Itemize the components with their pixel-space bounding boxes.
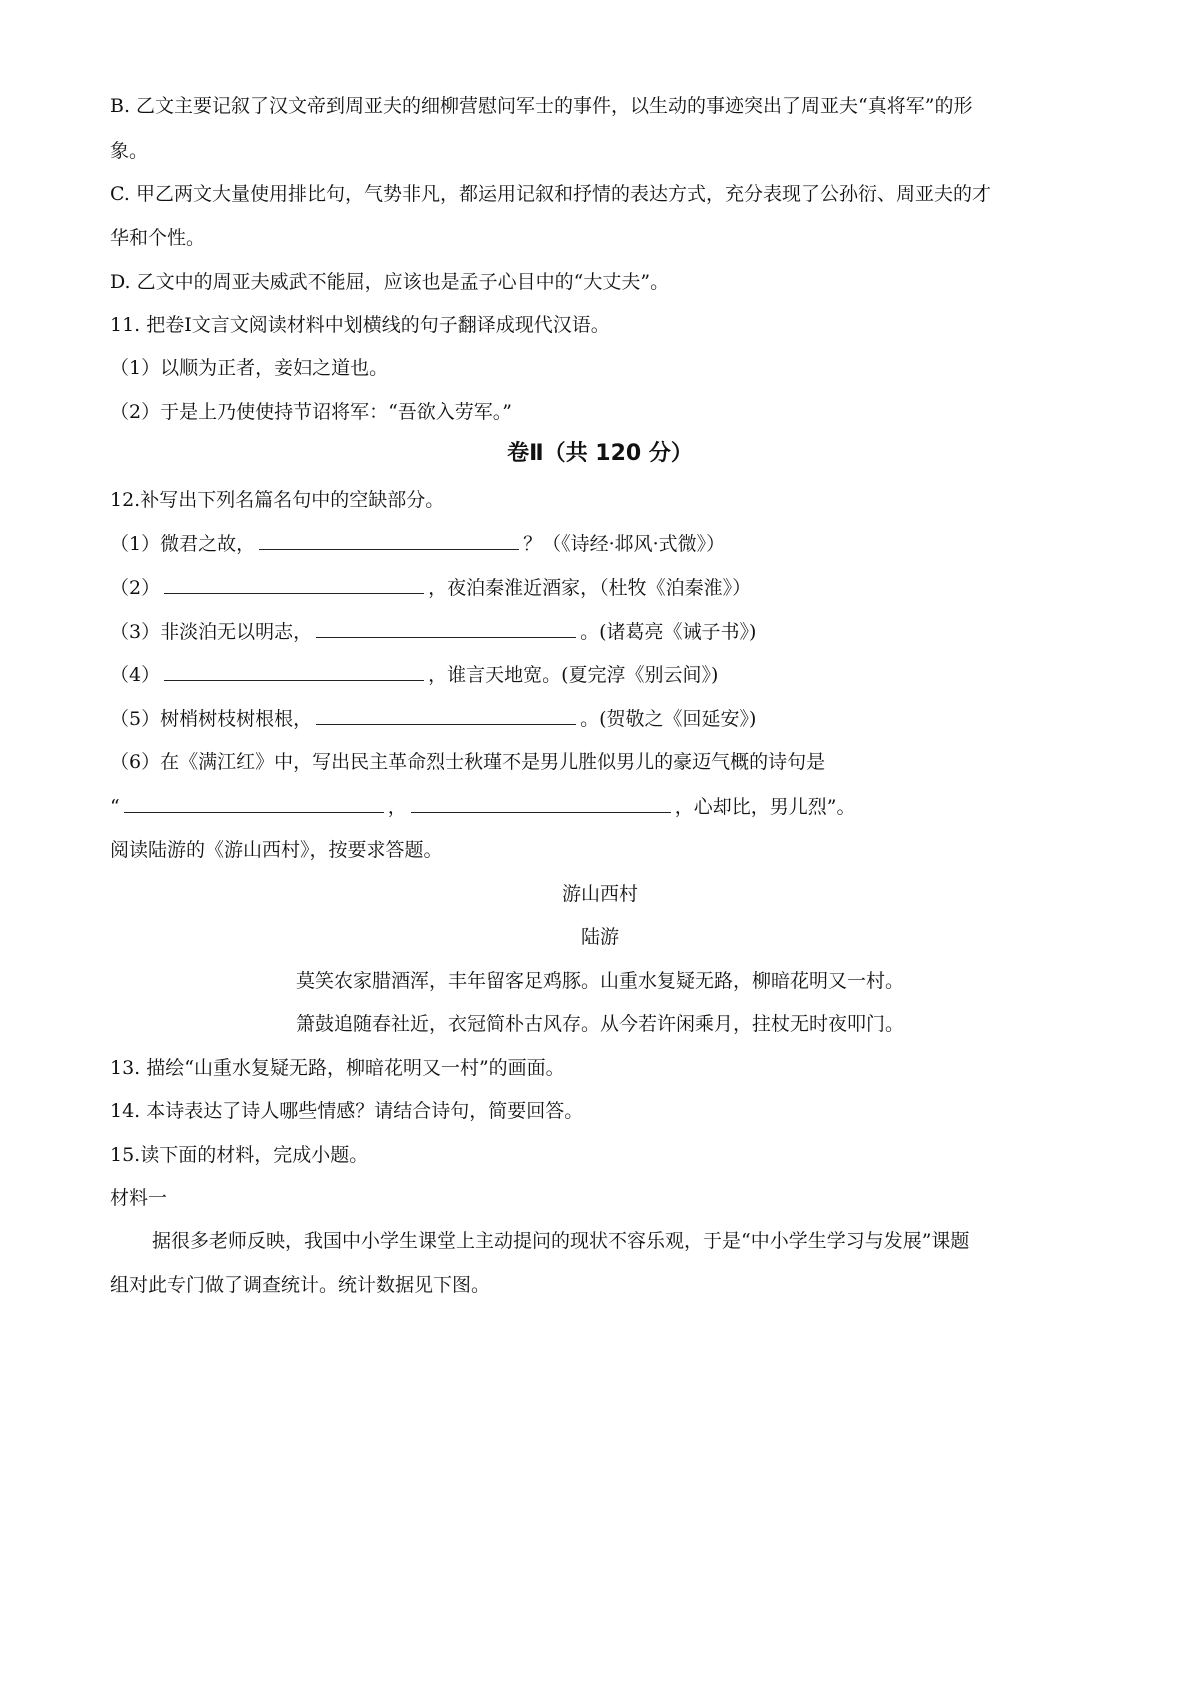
- poem-title: 游山西村: [561, 883, 638, 905]
- question-13-stem: 13. 描绘“山重水复疑无路，柳暗花明又一村”的画面。: [110, 1057, 565, 1079]
- item-5-suffix: 。(贺敬之《回延安》): [580, 708, 757, 730]
- option-c: C. 甲乙两文大量使用排比句，气势非凡，都运用记叙和抒情的表达方式，充分表现了公孙衍、周亚夫的才: [110, 183, 991, 205]
- item-2-suffix: ，夜泊秦淮近酒家，（杜牧《泊秦淮》）: [428, 577, 752, 599]
- item-4-prefix: （4）: [110, 664, 161, 686]
- poem-intro: 阅读陆游的《游山西村》，按要求答题。: [110, 839, 443, 861]
- poem-line-1: 莫笑农家腊酒浑，丰年留客足鸡豚。山重水复疑无路，柳暗花明又一村。: [295, 970, 904, 992]
- question-12-stem: 12.补写出下列名篇名句中的空缺部分。: [110, 489, 445, 511]
- item-3-suffix: 。(诸葛亮《诫子书》): [580, 621, 757, 643]
- item-3-prefix: （3）非淡泊无以明志，: [110, 621, 313, 643]
- question-12-item-4: [110, 660, 1100, 689]
- option-d: D. 乙文中的周亚夫威武不能屈，应该也是孟子心目中的“大丈夫”。: [110, 271, 670, 293]
- answer-blank-1[interactable]: [259, 529, 519, 550]
- item-1-prefix: （1）微君之故，: [110, 533, 256, 555]
- poem-line-2: 箫鼓追随春社近，衣冠简朴古风存。从今若许闲乘月，拄杖无时夜叩门。: [295, 1013, 904, 1035]
- answer-blank-6b[interactable]: [411, 792, 671, 813]
- item-6-open-quote: “: [110, 796, 120, 818]
- answer-blank-6a[interactable]: [124, 792, 384, 813]
- option-c-continuation: 华和个性。: [110, 227, 206, 249]
- question-14-stem: 14. 本诗表达了诗人哪些情感？请结合诗句，简要回答。: [110, 1100, 584, 1122]
- item-6-separator: ，: [387, 796, 407, 818]
- question-12-item-6: （6）在《满江红》中，写出民主革命烈士秋瑾不是男儿胜似男儿的豪迈气概的诗句是: [110, 751, 826, 773]
- option-b: B. 乙文主要记叙了汉文帝到周亚夫的细柳营慰问军士的事件，以生动的事迹突出了周亚夫“真将军”的形: [110, 95, 973, 117]
- question-12-item-1: [110, 529, 1100, 558]
- poem-author: 陆游: [580, 926, 619, 948]
- question-12-item-3: [110, 617, 1100, 646]
- item-2-prefix: （2）: [110, 577, 161, 599]
- material-paragraph-line-1: 据很多老师反映，我国中小学生课堂上主动提问的现状不容乐观，于是“中小学生学习与发展”课题: [152, 1230, 970, 1252]
- option-b-continuation: 象。: [110, 140, 149, 162]
- answer-blank-3[interactable]: [316, 617, 576, 638]
- item-1-suffix: ？（《诗经·邶风·式微》）: [523, 533, 726, 555]
- answer-blank-5[interactable]: [316, 704, 576, 725]
- question-11-stem: 11. 把卷Ⅰ文言文阅读材料中划横线的句子翻译成现代汉语。: [110, 314, 610, 336]
- question-12-item-5: [110, 704, 1100, 733]
- answer-blank-4[interactable]: [164, 660, 424, 681]
- question-15-stem: 15.读下面的材料，完成小题。: [110, 1144, 369, 1166]
- material-paragraph-line-2: 组对此专门做了调查统计。统计数据见下图。: [110, 1274, 491, 1296]
- section-2-title: 卷Ⅱ（共 120 分）: [507, 441, 693, 466]
- item-6-suffix: ，心却比，男儿烈”。: [674, 796, 856, 818]
- question-11-sentence-1: （1）以顺为正者，妾妇之道也。: [110, 357, 389, 379]
- question-12-item-6-blanks: [110, 792, 1100, 821]
- question-12-item-2: [110, 573, 1100, 602]
- material-label: 材料一: [110, 1187, 168, 1209]
- item-5-prefix: （5）树梢树枝树根根，: [110, 708, 313, 730]
- question-11-sentence-2: （2）于是上乃使使持节诏将军：“吾欲入劳军。”: [110, 401, 513, 423]
- item-4-suffix: ，谁言天地宽。(夏完淳《别云间》): [428, 664, 719, 686]
- answer-blank-2[interactable]: [164, 573, 424, 594]
